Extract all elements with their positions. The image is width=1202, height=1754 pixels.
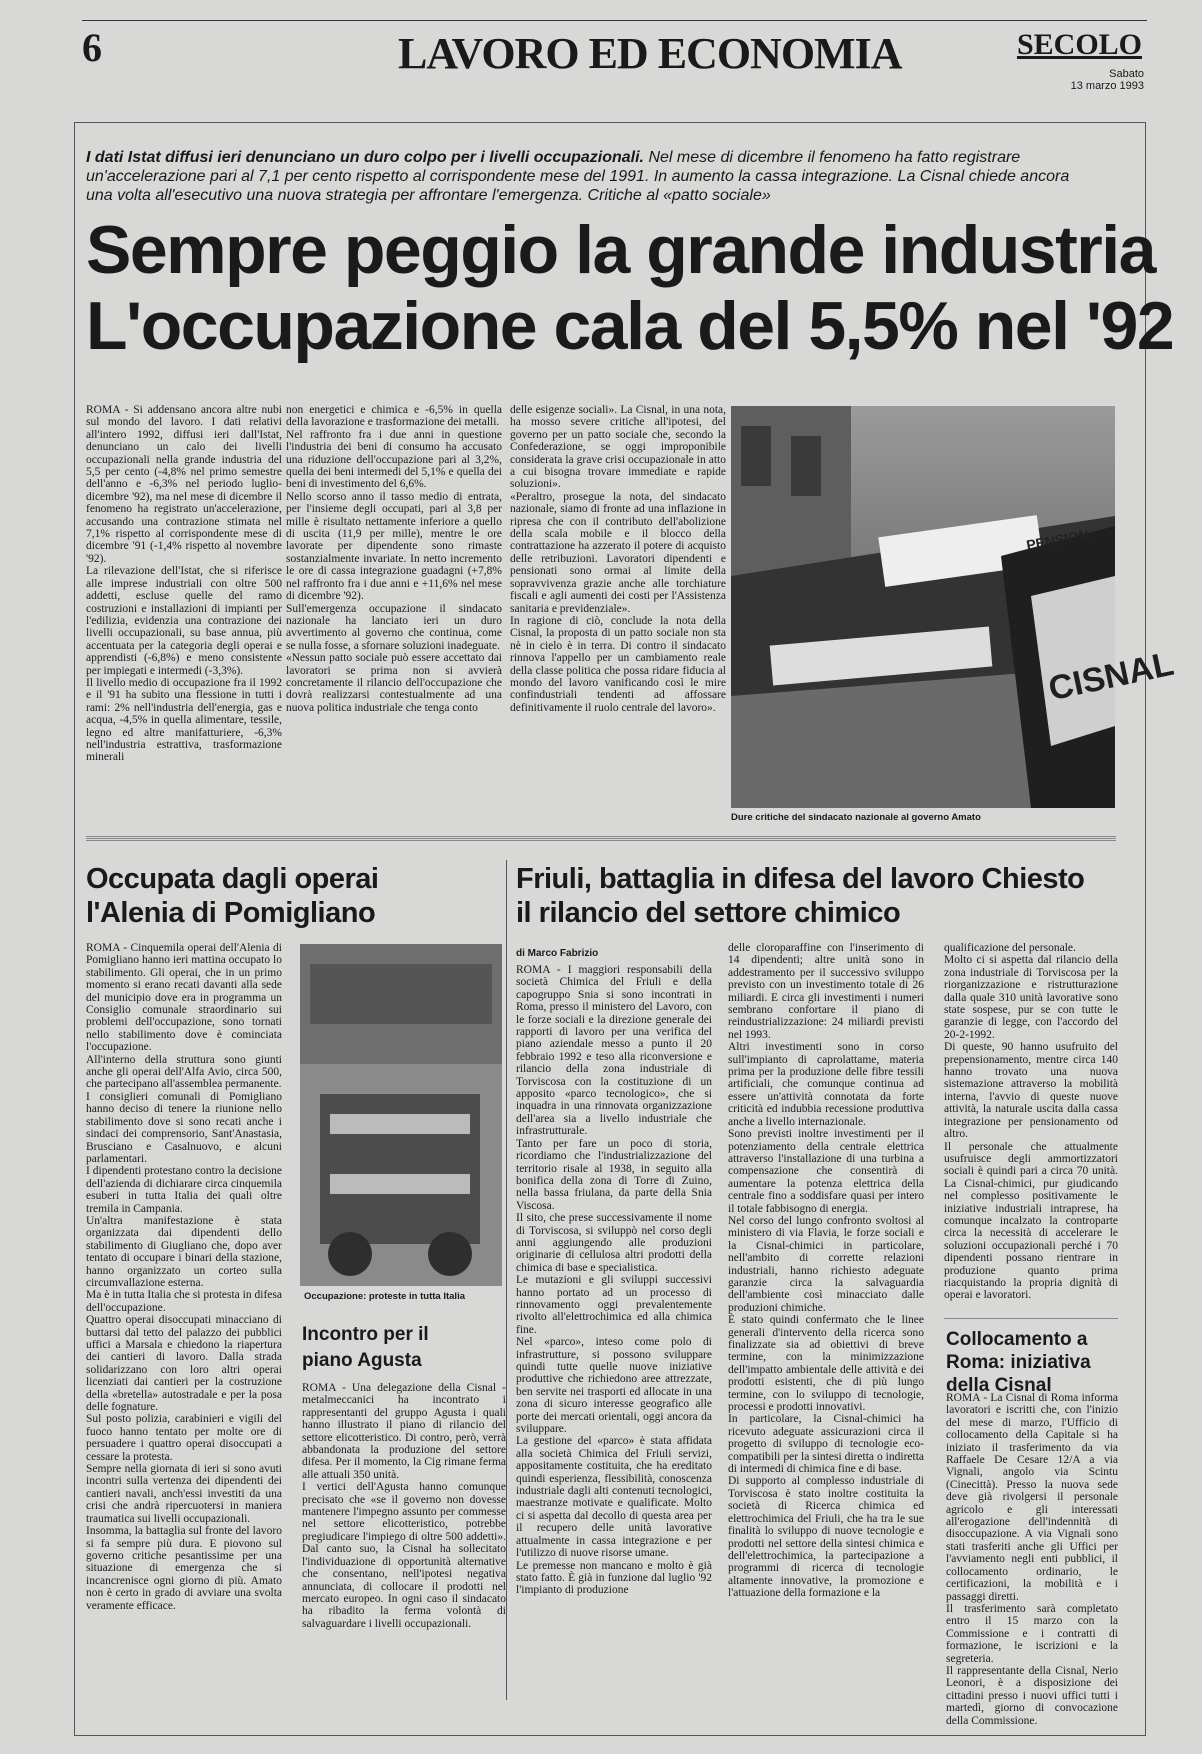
top-rule <box>82 20 1147 21</box>
page-number: 6 <box>82 25 102 70</box>
newspaper-brand: SECOLO <box>1016 28 1142 61</box>
lead-headline-2: L'occupazione cala del 5,5% nel '92 <box>86 288 1174 364</box>
agusta-headline: Incontro per il piano Agusta <box>302 1324 429 1371</box>
lead-photo <box>731 406 1178 808</box>
agusta-body: ROMA - Una delegazione della Cisnal - metalmeccanici ha incontrato i rappresentanti del gruppo Agusta i quali hanno illustrato il piano di rilancio del settore elicotteristico. Di contro, però, verrà abbandonata la produzione del settore difesa. Per il momento, la Cig rimane ferma alle attuali 350 unità. I vertici dell'Agusta hanno comunque precisato che «se il governo non dovesse mantenere l'impegno assunto per commesse nel settore elicotteristico, potrebbe pregiudicare l'impiego di oltre 500 addetti». Dal canto suo, la Cisnal ha sollecitato l'individuazione di opportunità alternative che consentano, nell'ipotesi negativa annunciata, di collocare il prodotti nel mercato europeo. In ogni caso il sindacato ha ribadito la ferma volontà di salvaguardare i livelli occupazionali. <box>302 1382 506 1630</box>
collocamento-headline: Collocamento a Roma: iniziativa della Cisnal <box>946 1329 1091 1396</box>
banner-text-cisnal: CISNAL <box>1045 644 1178 709</box>
alenia-photo-drawing <box>300 944 502 1286</box>
lead-kicker-rest: Nel mese di dicembre il fenomeno ha fatto registrare un'accelerazione pari al 7,1 per cento rispetto al corrispondente mese del 1991. In aumento la cassa integrazione. La Cisnal chiede ancora una volta all'esecutivo una nuova strategia per affrontare l'emergenza. Critiche al «patto sociale» <box>86 149 1070 204</box>
friuli-column-1: ROMA - I maggiori responsabili della società Chimica del Friuli e della capogruppo Snia si sono incontrati in Roma, presso il ministero del Lavoro, con le forze sociali e la direzione generale dei rapporti di lavoro per una verifica del piano aziendale messo a punto il 20 febbraio 1992 e teso alla riconversione e rilancio della zona industriale di Torviscosa con la costituzione di un apposito «parco tecnologico», che si inquadra in una rinnovata organizzazione dell'area sia a livello industriale che infrastrutturale. Tanto per fare un poco di storia, ricordiamo che l'industrializzazione del territorio risale al 1938, in seguito alla bonifica della zona di Torre di Zuino, nella bassa friulana, da parte della Snia Viscosa. Il sito, che prese successivamente il nome di Torviscosa, si sviluppò nel corso degli anni aggiungendo alle produzioni originarie di cellulosa altri prodotti della chimica di base e specialistica. Le mutazioni e gli sviluppi successivi hanno portato ad un processo di rinnovamento oggi prevalentemente rivolto all'elettrochimica ed alla chimica fine. Nel «parco», inteso come polo di infrastrutture, si possono sviluppare quindi tutte quelle nuove iniziative produttive che richiedono aree attrezzate, ben servite nei trasporti ed allocate in una zona di sicuro interesse geografico alle porte dei mercati orientali, oggi ancora da sviluppare. La gestione del «parco» è stata affidata alla società Chimica del Friuli servizi, appositamente costituita, che ha ereditato quindi esperienza, flessibilità, conoscenza industriale dagli alti contenuti tecnologici, maestranze motivate e qualificate. Molto ci si aspetta dal decollo di questa area per il recupero delle unità lavorative attualmente in cassa integrazione e per l'utilizzo di nuove risorse umane. Le premesse non mancano e molto è già stato fatto. È già in funzione dal luglio '92 l'impianto di produzione <box>516 964 712 1597</box>
alenia-headline: Occupata dagli operai l'Alenia di Pomigliano <box>86 863 379 929</box>
alenia-photo <box>300 944 502 1286</box>
friuli-column-3: qualificazione del personale. Molto ci si aspetta dal rilancio della zona industriale di Torviscosa per la riorganizzazione e ristrutturazione dalla quale 310 unità lavorative sono state sospese, pur se con tutte le garanzie di legge, con l'accordo del 20-2-1992. Di queste, 90 hanno usufruito del prepensionamento, mentre circa 140 hanno trovato una nuova sistemazione attraverso la mobilità interna, l'avvio di queste nuove attività, la naturale uscita dalla cassa integrazione per pensionamento od altro. Il personale che attualmente usufruisce degli ammortizzatori sociali è quindi pari a circa 70 unità. La Cisnal-chimici, pur giudicando nel complesso positivamente le iniziative industriali intraprese, ha comunque incalzato la controparte circa la necessità di accelerare le soluzioni occupazionali perché i 70 dipendenti possano rientrare in produzione quanto prima riacquistando la propria dignità di operai e lavoratori. <box>944 942 1118 1302</box>
collocamento-rule <box>944 1318 1118 1320</box>
friuli-headline: Friuli, battaglia in difesa del lavoro Chiesto il rilancio del settore chimico <box>516 863 1085 929</box>
section-title: LAVORO ED ECONOMIA <box>398 29 902 78</box>
lead-photo-drawing <box>731 406 1178 808</box>
banner-text-pension: PENSION <box>1025 526 1090 554</box>
lead-column-3: delle esigenze sociali». La Cisnal, in una nota, ha mosso severe critiche all'ipotesi, del governo per un patto sociale che, secondo la Confederazione, se oggi improponibile considerata la grave crisi occupazionale in atto a cui bisogna trovare immediate e rapide soluzioni». «Peraltro, prosegue la nota, del sindacato nazionale, siamo di fronte ad una inflazione in ripresa che con il contributo dell'abolizione della scala mobile e il blocco della contrattazione ha azzerato il potere di acquisto delle retribuzioni. Lavoratori dipendenti e pensionati sono ormai al limite della sopravvivenza grazie anche alle torchiature fiscali e agli aumenti dei costi per l'Assistenza sanitaria e previdenziale». In ragione di ciò, conclude la nota della Cisnal, la proposta di un patto sociale non sta nè in cielo è in terra. Di contro il sindacato rinnova l'appello per un cambiamento reale della classe politica che possa ridare fiducia al mondo del lavoro vanificando così le mire confindustriali tendenti ad affossare definitivamente il ruolo centrale del lavoro». <box>510 404 726 714</box>
alenia-photo-caption: Occupazione: proteste in tutta Italia <box>304 1291 465 1302</box>
issue-date <box>1071 68 1144 92</box>
lead-headline-1: Sempre peggio la grande industria <box>86 212 1155 288</box>
column-rule-1 <box>506 860 507 1700</box>
issue-day: Sabato <box>1109 68 1144 80</box>
lead-kicker <box>86 148 1086 205</box>
alenia-column: ROMA - Cinquemila operai dell'Alenia di Pomigliano hanno ieri mattina occupato lo stabilimento. Gli operai, che in un primo momento si erano recati davanti alla sede del municipio dove era in programma un Consiglio comunale straordinario sui problemi dell'occupazione, sono tornati nello stabilimento dove è cominciata l'occupazione. All'interno della struttura sono giunti anche gli operai dell'Alfa Avio, circa 500, che partecipano all'assemblea permanente. I consiglieri comunali di Pomigliano hanno deciso di tenere la riunione nello stabilimento dove si sono recati anche i sindaci dei comprensorio, Sant'Anastasia, Brusciano e Casalnuovo, e alcuni parlamentari. I dipendenti protestano contro la decisione dell'azienda di dichiarare circa cinquemila esuberi in tutta Italia dei quali oltre tremila in Campania. Un'altra manifestazione è stata organizzata dai dipendenti dello stabilimento di Giugliano che, dopo aver tentato di occupare i binari della stazione, hanno organizzato un corteo sulla circumvallazione esterna. Ma è in tutta Italia che si protesta in difesa dell'occupazione. Quattro operai disoccupati minacciano di buttarsi dal tetto del palazzo dei pubblici uffici a Marsala e chiedono la riapertura dei cantieri di lavoro. Dalla strada solidarizzano con loro altri operai licenziati dai cantieri per la costruzione della «bretella» autostradale e per la posa delle fognature. Sul posto polizia, carabinieri e vigili del fuoco hanno tentato per molte ore di persuadere i quattro operai disoccupati a cessare la protesta. Sempre nella giornata di ieri si sono avuti incontri sulla vertenza dei dipendenti dei cantieri navali, anch'essi investiti da una crisi che andrà ripercuotersi in maniera traumatica sui livelli occupazionali. Insomma, la battaglia sul fronte del lavoro si fa sempre più dura. E piovono sul governo critiche pesantissime per una situazione di emergenza che si incancrenisce ogni giorno di più. Amato non è certo in grado di avviare una svolta veramente efficace. <box>86 942 282 1612</box>
lead-column-1: ROMA - Si addensano ancora altre nubi sul mondo del lavoro. I dati relativi all'intero 1992, diffusi ieri dall'Istat, denunciano un calo dei livelli occupazionali nella grande industria del 5,5 per cento (-4,8% nel primo semestre dell'anno e -6,3% nel periodo luglio-dicembre '92), ma nel mese di dicembre il fenomeno ha registrato un'accelerazione, accusando una contrazione stimata nel 7,1% rispetto al corrispondente mese di dicembre '91 (-1,4% rispetto al novembre '92). La rilevazione dell'Istat, che si riferisce alle imprese industriali con oltre 500 addetti, escluse quelle del ramo costruzioni e installazioni di impianti per l'edilizia, evidenzia una contrazione dei livelli occupazionali, su base annua, più accentuata per la categoria degli operai e apprendisti (-6,8%) e meno consistente per impiegati e intermedi (-3,3%). Il livello medio di occupazione fra il 1992 e il '91 ha subito una flessione in tutti i rami: 2% nell'industria dell'energia, gas e acqua, -4,5% in quella alimentare, tessile, legno ed altre manifatturiere, -6,3% nell'industria estrattiva, trasformazione minerali <box>86 404 282 764</box>
issue-date-value: 13 marzo 1993 <box>1070 80 1144 92</box>
lead-kicker-bold: I dati Istat diffusi ieri denunciano un duro colpo per i livelli occupazionali. <box>86 149 644 166</box>
friuli-column-2: delle cloroparaffine con l'inserimento di 14 dipendenti; altre unità sono in addestramento per il successivo sviluppo previsto con un investimento totale di 26 miliardi. E circa gli investimenti i numeri sembrano confortare il piano di reindustrializzazione: 24 miliardi previsti nel 1993. Altri investimenti sono in corso sull'impianto di caprolattame, materia prima per la produzione delle fibre tessili artificiali, che comunque continua ad essere un'attività connotata da forte criticità ed indubbia recessione produttiva anche a livello internazionale. Sono previsti inoltre investimenti per il potenziamento della centrale elettrica attraverso l'installazione di una turbina a compensazione che consentirà di aumentare la potenza elettrica della centrale fino a soddisfare quasi per intero il totale fabbisogno di energia. Nel corso del lungo confronto svoltosi al ministero di via Flavia, le forze sociali e la Cisnal-chimici in particolare, nell'ambito di corrette relazioni industriali, hanno richiesto adeguate garanzie circa la salvaguardia dell'ambiente così minacciato dalle produzioni chimiche. È stato quindi confermato che le linee generali d'intervento della ricerca sono finalizzate sia ad obiettivi di breve termine, con la minimizzazione dell'impatto ambientale delle attività e dei prodotti esistenti, che di più lungo termine, con lo sviluppo di tecnologie, processi e prodotti innovativi. In particolare, la Cisnal-chimici ha ricevuto adeguate assicurazioni circa il progetto di sviluppo di tecnologie eco-compatibili per la sintesi diretta o indiretta di intermedi di chimica fine e di base. Di supporto al complesso industriale di Torviscosa è stato inoltre costituita la società di Ricerca chimica ed elettrochimica del Friuli, che ha tra le sue finalità lo sviluppo di nuove tecnologie e prodotti nel settore della sintesi chimica e dell'elettrochimica, la partecipazione a programmi di ricerca di tecnologie altamente innovative, la promozione e l'attuazione della formazione e la <box>728 942 924 1600</box>
lead-column-2: non energetici e chimica e -6,5% in quella della lavorazione e trasformazione dei metalli. Nel raffronto fra i due anni in questione l'industria dei beni di consumo ha accusato una riduzione dell'occupazione pari al 3,2%, quella dei beni intermedi del 5,1% e quella dei beni di investimento del 6,6%. Nello scorso anno il tasso medio di entrata, per l'insieme degli occupati, pari al 3,8 per mille è risultato nettamente inferiore a quello di uscita (11,9 per mille), mentre le ore lavorate per dipendente sono rimaste sostanzialmente invariate. In netto incremento le ore di cassa integrazione guadagni (+7,8% nel raffronto fra i due anni e +11,6% nel mese di dicembre '92). Sull'emergenza occupazione il sindacato nazionale ha lanciato ieri un duro avvertimento al governo che continua, come se nulla fosse, a sfornare soluzioni inadeguate. «Nessun patto sociale può essere accettato dai lavoratori se prima non si avvierà concretamente il rilancio dell'occupazione che dovrà realizzarsi contestualmente ad una nuova politica industriale che tenga conto <box>286 404 502 714</box>
friuli-byline: di Marco Fabrizio <box>516 948 599 959</box>
lead-photo-caption: Dure critiche del sindacato nazionale al governo Amato <box>731 812 981 823</box>
collocamento-body: ROMA - La Cisnal di Roma informa lavoratori e iscritti che, con l'inizio del mese di marzo, l'Ufficio di collocamento della Capitale si ha iniziato il trasferimento da via Raffaele De Cesare 12/A a via Vignali, angolo via Scintu (Cinecittà). Presso la nuova sede deve già rivolgersi il personale agricolo e gli interessati all'erogazione dell'indennità di disoccupazione. A via Vignali sono stati trasferiti anche gli Uffici per l'avviamento negli enti pubblici, il collocamento ordinario, le certificazioni, la mobilità e i passaggi diretti. Il trasferimento sarà completato entro il 15 marzo con la Commissione e i contratti di formazione, le iscrizioni e la segreteria. Il rappresentante della Cisnal, Nerio Leonori, è a disposizione dei cittadini presso i nuovi uffici tutti i martedì, giorno di convocazione della Commissione. <box>946 1392 1118 1727</box>
section-divider <box>86 836 1116 842</box>
